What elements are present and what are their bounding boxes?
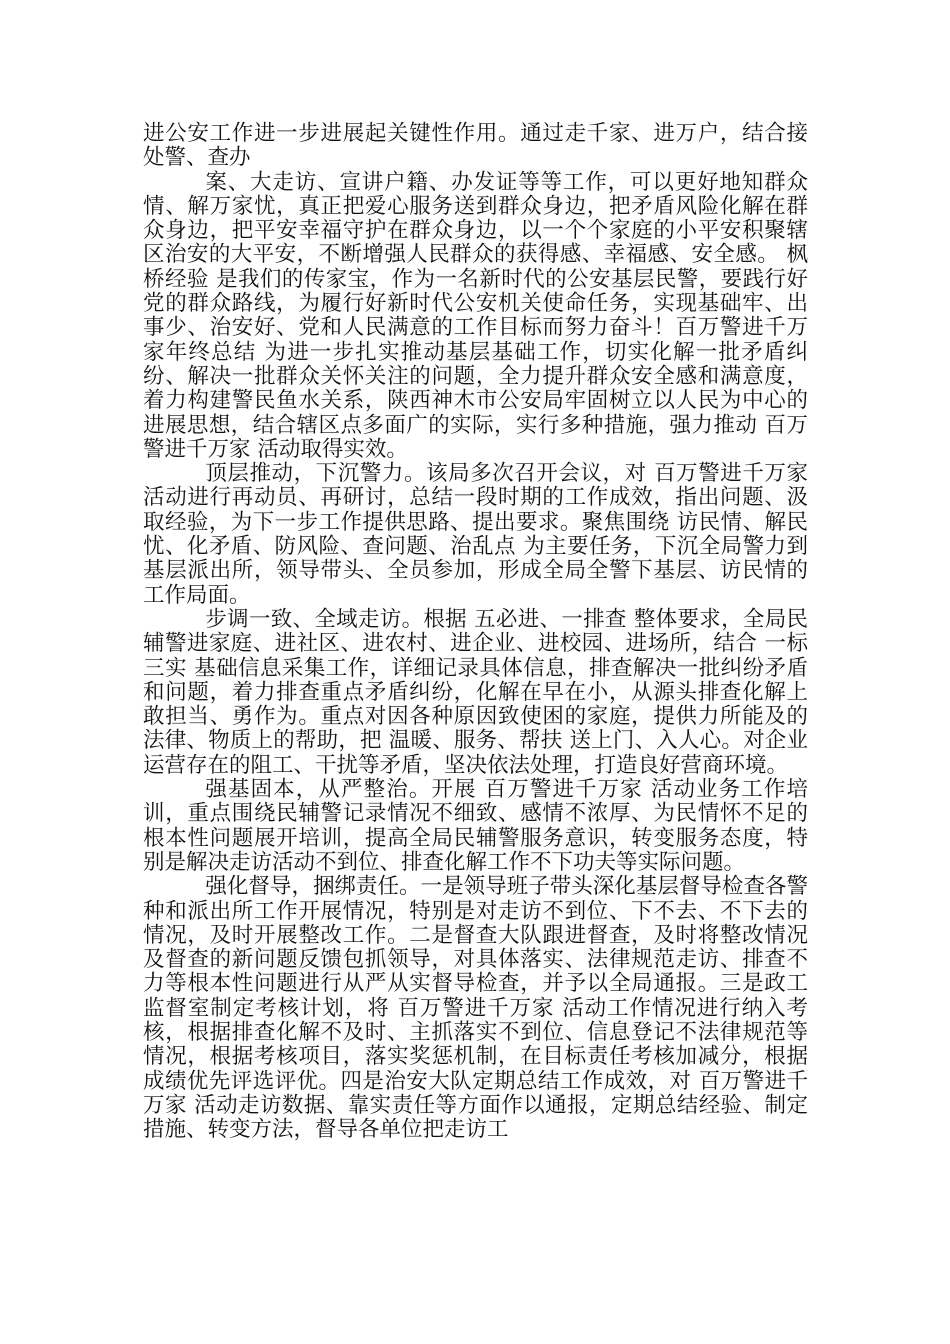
paragraph-4: 步调一致、全域走访。根据 五必进、一排查 整体要求，全局民辅警进家庭、进社区、进农村、进企业、进校园、进场所，结合 一标三实 基础信息采集工作，详细记录具体信息，排查解决一批纠纷矛盾和问题，着力排查重点矛盾纠纷，化解在早在小，从源头排查化解上敢担当、勇作为。重点对因各种原因致使困的家庭，提供力所能及的法律、物质上的帮助，把 温暖、服务、帮扶 送上门、入人心。对企业运营存在的阻工、干扰等矛盾，坚决依法处理，打造良好营商环境。: [143, 606, 808, 778]
paragraph-1: 进公安工作进一步进展起关键性作用。通过走千家、进万户，结合接处警、查办: [143, 121, 808, 171]
paragraph-6: 强化督导，捆绑责任。一是领导班子带头深化基层督导检查各警种和派出所工作开展情况，特别是对走访不到位、下不去、不下去的情况，及时开展整改工作。二是督查大队跟进督查，及时将整改情况及督查的新问题反馈包抓领导，对具体落实、法律规范走访、排查不力等根本性问题进行从严从实督导检查，并予以全局通报。三是政工监督室制定考核计划，将 百万警进千万家 活动工作情况进行纳入考核，根据排查化解不及时、主抓落实不到位、信息登记不法律规范等情况，根据考核项目，落实奖惩机制，在目标责任考核加减分，根据成绩优先评选评优。四是治安大队定期总结工作成效，对 百万警进千万家 活动走访数据、靠实责任等方面作以通报，定期总结经验、制定措施、转变方法，督导各单位把走访工: [143, 874, 808, 1143]
document-body: [143, 122, 808, 1142]
paragraph-5: 强基固本，从严整治。开展 百万警进千万家 活动业务工作培训，重点围绕民辅警记录情况不细致、感情不浓厚、为民情怀不足的根本性问题展开培训，提高全局民辅警服务意识，转变服务态度，特别是解决走访活动不到位、排查化解工作不下功夫等实际问题。: [143, 777, 808, 875]
paragraph-3: 顶层推动，下沉警力。该局多次召开会议，对 百万警进千万家 活动进行再动员、再研讨，总结一段时期的工作成效，指出问题、汲取经验，为下一步工作提供思路、提出要求。聚焦围绕 访民情、解民忧、化矛盾、防风险、查问题、治乱点 为主要任务，下沉全局警力到基层派出所，领导带头、全员参加，形成全局全警下基层、访民情的工作局面。: [143, 461, 808, 608]
paragraph-2: 案、大走访、宣讲户籍、办发证等等工作，可以更好地知群众情、解万家忧，真正把爱心服务送到群众身边，把矛盾风险化解在群众身边，把平安幸福守护在群众身边，以一个个家庭的小平安积聚辖区治安的大平安，不断增强人民群众的获得感、幸福感、安全感。 枫桥经验 是我们的传家宝，作为一名新时代的公安基层民警，要践行好党的群众路线，为履行好新时代公安机关使命任务，实现基础牢、出事少、治安好、党和人民满意的工作目标而努力奋斗！百万警进千万家年终总结 为进一步扎实推动基层基础工作，切实化解一批矛盾纠纷、解决一批群众关怀关注的问题，全力提升群众安全感和满意度，着力构建警民鱼水关系，陕西神木市公安局牢固树立以人民为中心的进展思想，结合辖区点多面广的实际，实行多种措施，强力推动 百万警进千万家 活动取得实效。: [143, 169, 808, 462]
